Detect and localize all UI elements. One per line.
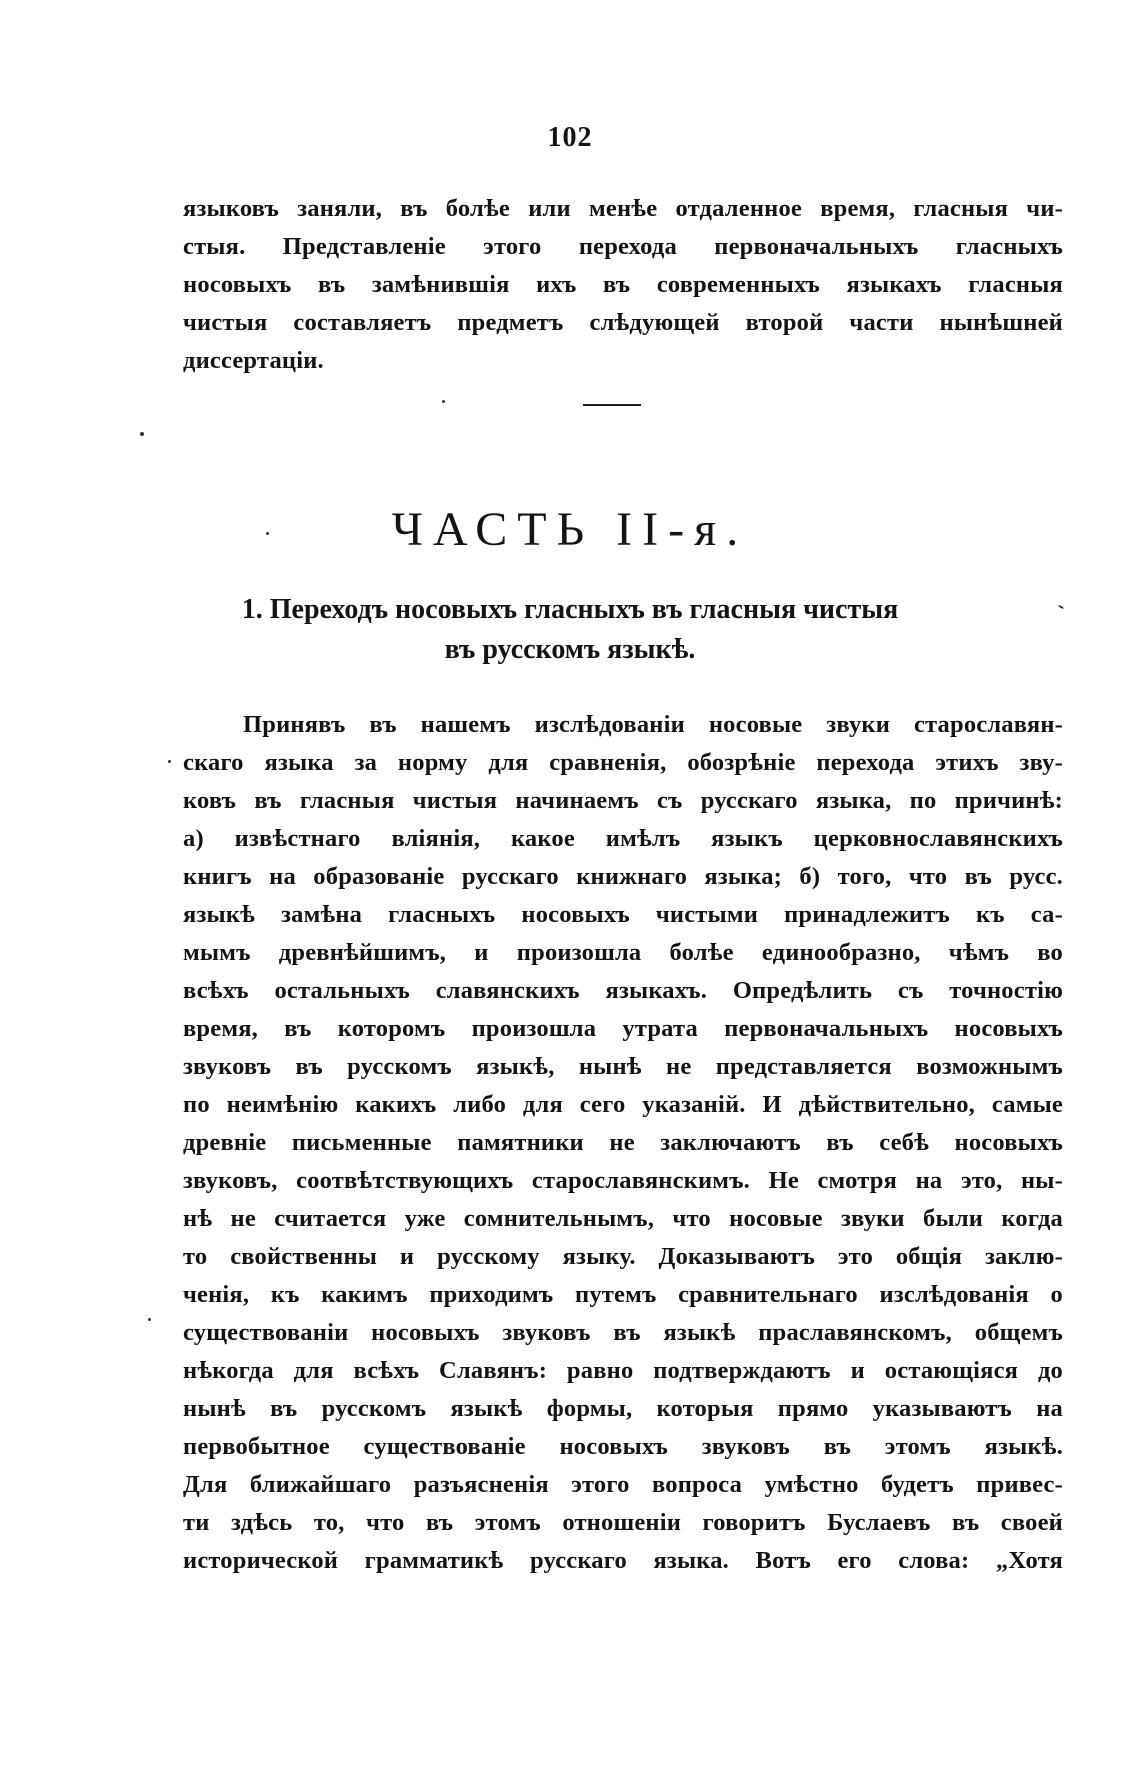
text-line: первобытное существованіе носовыхъ звуковъ въ этомъ языкѣ. bbox=[183, 1433, 1063, 1460]
scan-speck bbox=[140, 432, 144, 436]
text-line: диссертаціи. bbox=[183, 347, 324, 374]
text-line: языкѣ замѣна гласныхъ носовыхъ чистыми принадлежитъ къ са- bbox=[183, 901, 1063, 928]
text-line: древніе письменные памятники не заключаютъ въ себѣ носовыхъ bbox=[183, 1129, 1063, 1156]
text-line: скаго языка за норму для сравненія, обозрѣніе перехода этихъ зву- bbox=[183, 749, 1063, 776]
section-heading-line-2: въ русскомъ языкѣ. bbox=[444, 634, 696, 665]
text-line: книгъ на образованіе русскаго книжнаго языка; б) того, что въ русс. bbox=[183, 863, 1063, 890]
text-line: всѣхъ остальныхъ славянскихъ языкахъ. Опредѣлить съ точностію bbox=[183, 977, 1063, 1004]
scan-speck bbox=[266, 532, 269, 535]
text-line: существованіи носовыхъ звуковъ въ языкѣ праславянскомъ, общемъ bbox=[183, 1319, 1063, 1346]
section-heading-line-1: 1. Переходъ носовыхъ гласныхъ въ гласныя чистыя bbox=[241, 594, 899, 625]
text-line: то свойственны и русскому языку. Доказываютъ это общія заклю- bbox=[183, 1243, 1063, 1270]
text-line: ченія, къ какимъ приходимъ путемъ сравнительнаго изслѣдованія о bbox=[183, 1281, 1063, 1308]
section-divider bbox=[583, 404, 641, 406]
text-line: нѣ не считается уже сомнительнымъ, что носовые звуки были когда bbox=[183, 1205, 1063, 1232]
text-line: а) извѣстнаго вліянія, какое имѣлъ языкъ церковнославянскихъ bbox=[183, 825, 1063, 852]
text-line: нѣкогда для всѣхъ Славянъ: равно подтверждаютъ и остающіяся до bbox=[183, 1357, 1063, 1384]
text-line: нынѣ въ русскомъ языкѣ формы, которыя прямо указываютъ на bbox=[183, 1395, 1063, 1422]
text-line: исторической грамматикѣ русскаго языка. Вотъ его слова: „Хотя bbox=[183, 1547, 1063, 1574]
text-line: Принявъ въ нашемъ изслѣдованіи носовые звуки старославян- bbox=[243, 711, 1063, 738]
text-line: языковъ заняли, въ болѣе или менѣе отдаленное время, гласныя чи- bbox=[183, 195, 1063, 222]
text-line: мымъ древнѣйшимъ, и произошла болѣе единообразно, чѣмъ во bbox=[183, 939, 1063, 966]
text-line: ковъ въ гласныя чистыя начинаемъ съ русскаго языка, по причинѣ: bbox=[183, 787, 1063, 814]
part-title: ЧАСТЬ II-я. bbox=[391, 503, 749, 556]
text-line: время, въ которомъ произошла утрата первоначальныхъ носовыхъ bbox=[183, 1015, 1063, 1042]
text-line: звуковъ, соотвѣтствующихъ старославянскимъ. Не смотря на это, ны- bbox=[183, 1167, 1063, 1194]
page-number: 102 bbox=[547, 122, 593, 153]
text-line: Для ближайшаго разъясненія этого вопроса умѣстно будетъ привес- bbox=[183, 1471, 1063, 1498]
text-line: чистыя составляетъ предметъ слѣдующей второй части нынѣшней bbox=[183, 309, 1063, 336]
text-line: стыя. Представленіе этого перехода первоначальныхъ гласныхъ bbox=[183, 233, 1063, 260]
text-line: носовыхъ въ замѣнившія ихъ въ современныхъ языкахъ гласныя bbox=[183, 271, 1063, 298]
scan-speck bbox=[442, 400, 445, 403]
text-line: звуковъ въ русскомъ языкѣ, нынѣ не представляется возможнымъ bbox=[183, 1053, 1063, 1080]
text-line: по неимѣнію какихъ либо для сего указаній. И дѣйствительно, самые bbox=[183, 1091, 1063, 1118]
scan-speck bbox=[148, 1318, 151, 1321]
text-line: ти здѣсь то, что въ этомъ отношеніи говоритъ Буслаевъ въ своей bbox=[183, 1509, 1063, 1536]
scan-speck bbox=[168, 760, 171, 763]
